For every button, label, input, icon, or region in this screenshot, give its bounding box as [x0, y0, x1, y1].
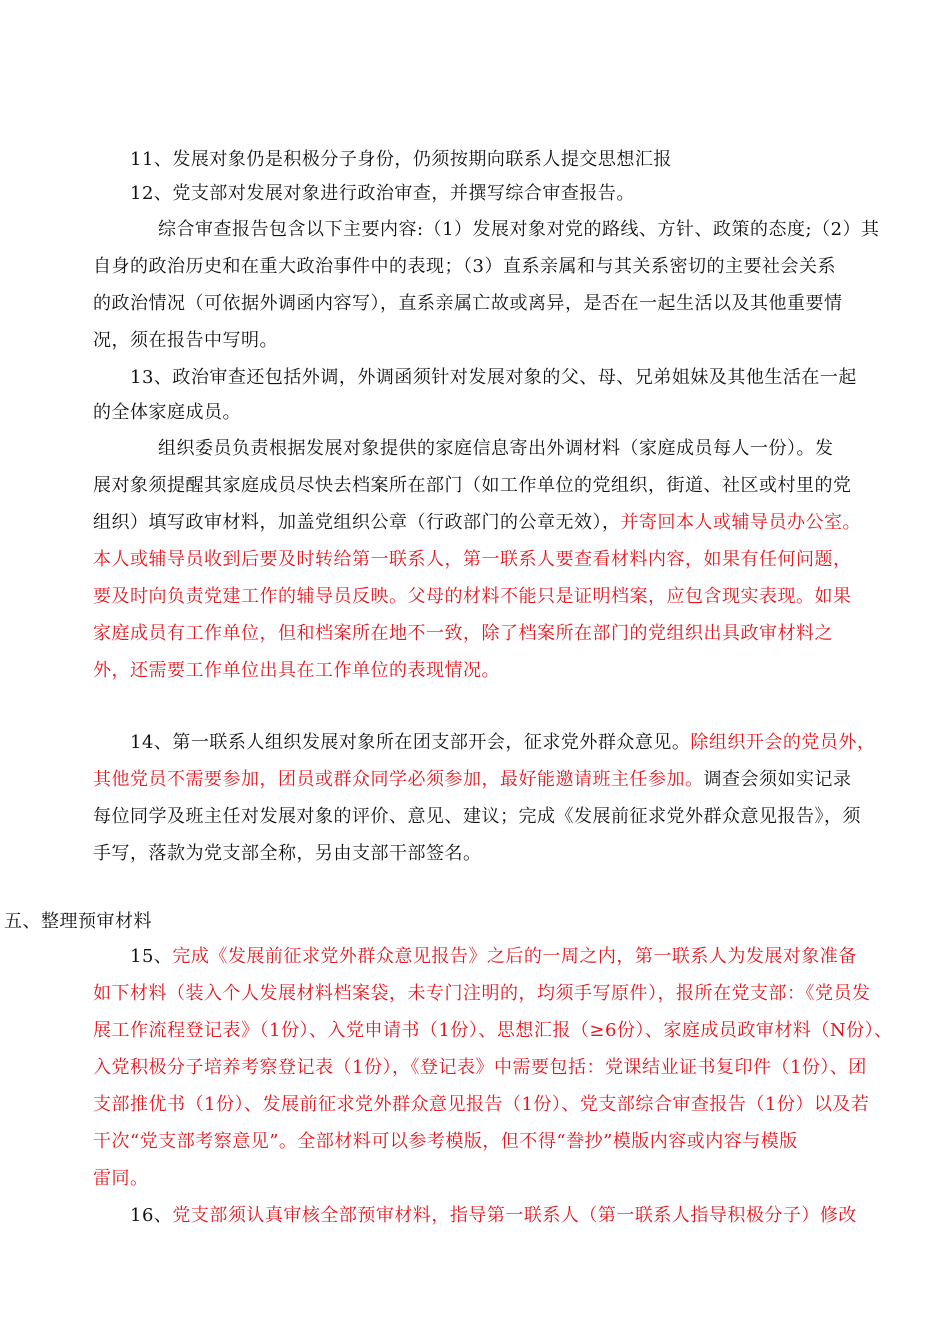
paragraph-13-line-1: 13、政治审查还包括外调，外调函须针对发展对象的父、母、兄弟姐妹及其他生活在一起 — [130, 367, 857, 388]
review-line-4: 况，须在报告中写明。 — [93, 330, 278, 351]
paragraph-11: 11、发展对象仍是积极分子身份，仍须按期向联系人提交思想汇报 — [130, 149, 672, 170]
paragraph-15-line-7: 雷同。 — [93, 1168, 149, 1189]
paragraph-14-line-1 — [130, 731, 875, 755]
paragraph-15-line-1 — [130, 945, 857, 969]
paragraph-14-line-3: 每位同学及班主任对发展对象的评价、意见、建议；完成《发展前征求党外群众意见报告》，须 — [93, 806, 861, 827]
org-line-6: 家庭成员有工作单位，但和档案所在地不一致，除了档案所在部门的党组织出具政审材料之 — [93, 623, 833, 644]
paragraph-15-line-2: 如下材料（装入个人发展材料档案袋，未专门注明的，均须手写原件），报所在党支部：《党员发 — [93, 983, 871, 1004]
review-line-1: 综合审查报告包含以下主要内容:（1）发展对象对党的路线、方针、政策的态度;（2）其 — [158, 219, 880, 240]
org-line-5: 要及时向负责党建工作的辅导员反映。父母的材料不能只是证明档案，应包含现实表现。如果 — [93, 586, 852, 607]
paragraph-12: 12、党支部对发展对象进行政治审查，并撰写综合审查报告。 — [130, 183, 635, 204]
paragraph-16-line-1 — [130, 1204, 857, 1228]
paragraph-14-line-2-black: 调查会须如实记录 — [703, 769, 852, 790]
paragraph-15-line-6: 干次“党支部考察意见”。全部材料可以参考模版，但不得“誊抄”模版内容或内容与模版 — [93, 1131, 798, 1152]
org-line-3-red: 并寄回本人或辅导员办公室。 — [620, 512, 861, 533]
paragraph-16-line-1-red: 党支部须认真审核全部预审材料，指导第一联系人（第一联系人指导积极分子）修改 — [172, 1205, 857, 1226]
paragraph-14-line-2 — [93, 768, 852, 792]
paragraph-14-line-1-black: 14、第一联系人组织发展对象所在团支部开会，征求党外群众意见。 — [130, 732, 691, 753]
paragraph-14-line-1-red: 除组织开会的党员外， — [690, 732, 876, 753]
org-line-7: 外，还需要工作单位出具在工作单位的表现情况。 — [93, 660, 500, 681]
paragraph-14-line-2-red: 其他党员不需要参加，团员或群众同学必须参加，最好能邀请班主任参加。 — [93, 769, 704, 790]
review-line-3: 的政治情况（可依据外调函内容写），直系亲属亡故或离异，是否在一起生活以及其他重要情 — [93, 293, 843, 314]
org-line-3-black: 组织）填写政审材料，加盖党组织公章（行政部门的公章无效）， — [93, 512, 621, 533]
org-line-3 — [93, 511, 861, 535]
org-line-1: 组织委员负责根据发展对象提供的家庭信息寄出外调材料（家庭成员每人一份）。发 — [158, 438, 834, 459]
paragraph-14-line-4: 手写，落款为党支部全称，另由支部干部签名。 — [93, 843, 482, 864]
paragraph-15-line-5: 支部推优书（1份）、发展前征求党外群众意见报告（1份）、党支部综合审查报告（1份）以及若 — [93, 1094, 870, 1115]
paragraph-15-line-1-red: 完成《发展前征求党外群众意见报告》之后的一周之内，第一联系人为发展对象准备 — [172, 946, 857, 967]
paragraph-15-line-3: 展工作流程登记表》（1份）、入党申请书（1份）、思想汇报（≥6份）、家庭成员政审材料（N份）、 — [93, 1020, 893, 1041]
section-5-heading: 五、整理预审材料 — [4, 911, 152, 932]
paragraph-15-line-4: 入党积极分子培养考察登记表（1份），《登记表》中需要包括：党课结业证书复印件（1份）、团 — [93, 1057, 867, 1078]
org-line-2: 展对象须提醒其家庭成员尽快去档案所在部门（如工作单位的党组织，街道、社区或村里的党 — [93, 475, 852, 496]
review-line-2: 自身的政治历史和在重大政治事件中的表现；（3）直系亲属和与其关系密切的主要社会关系 — [93, 256, 836, 277]
paragraph-13-line-2: 的全体家庭成员。 — [93, 402, 241, 423]
paragraph-15-number: 15、 — [130, 946, 173, 967]
paragraph-16-number: 16、 — [130, 1205, 173, 1226]
org-line-4: 本人或辅导员收到后要及时转给第一联系人，第一联系人要查看材料内容，如果有任何问题， — [93, 549, 852, 570]
